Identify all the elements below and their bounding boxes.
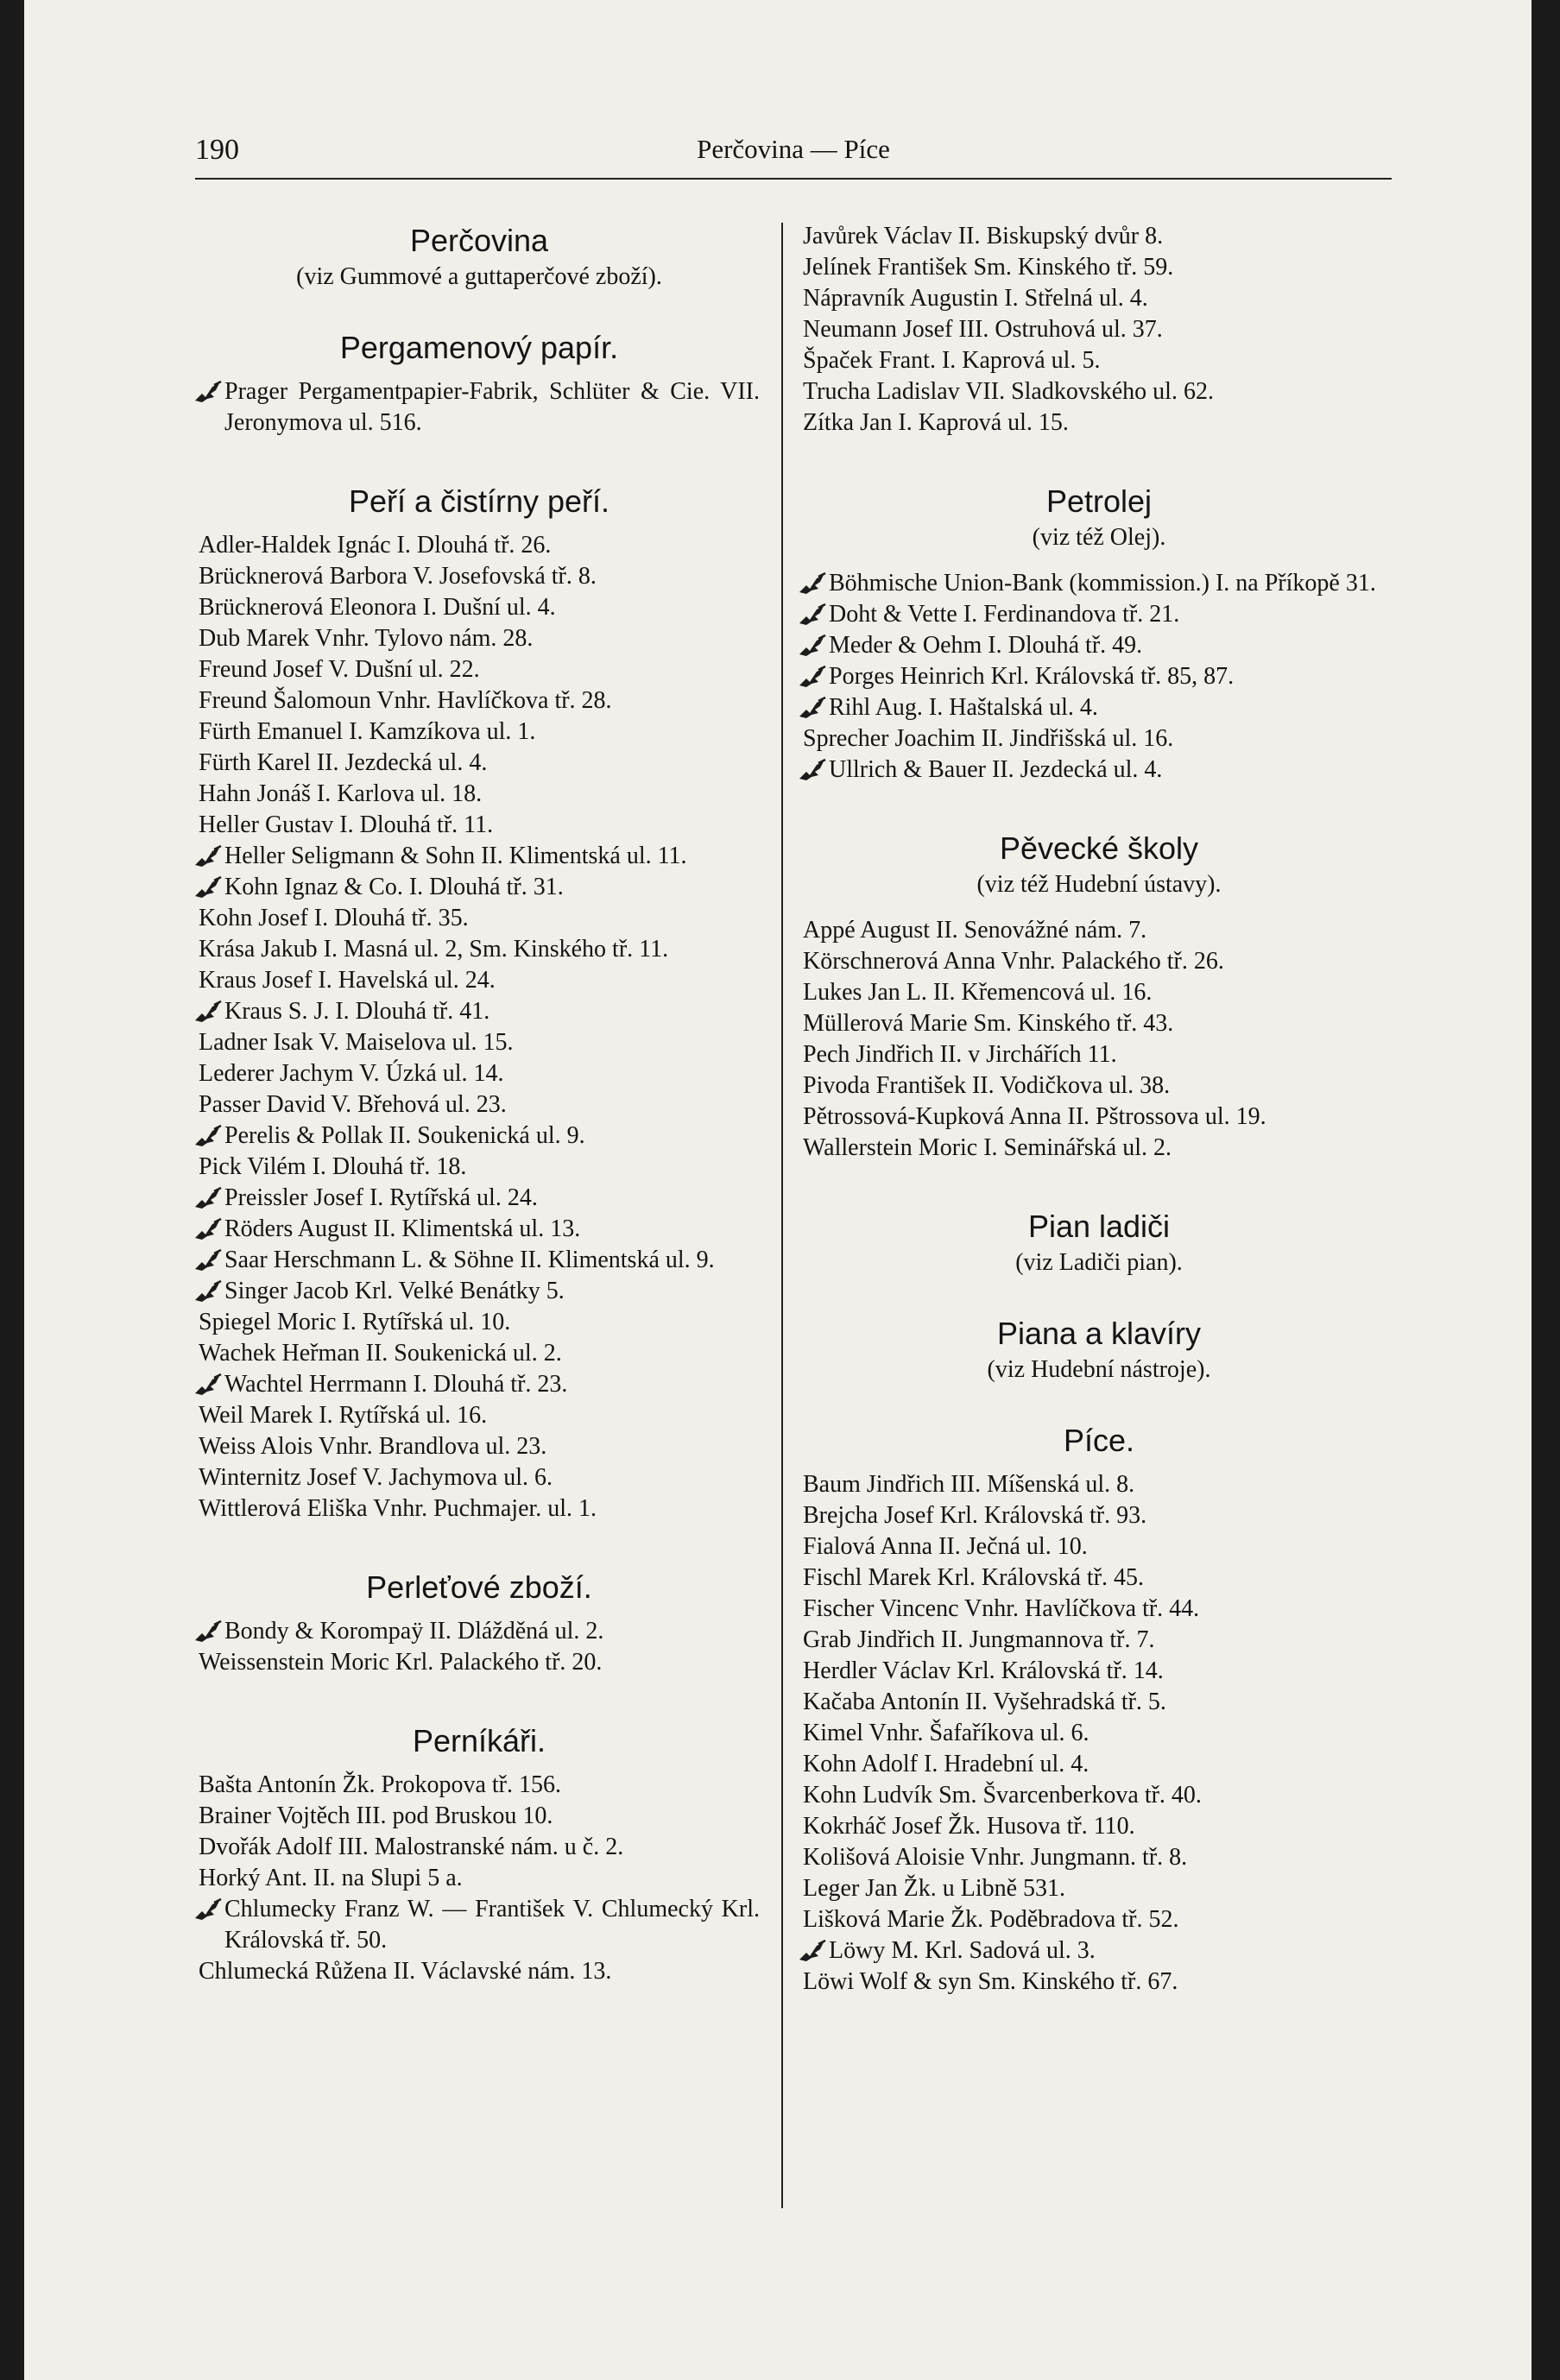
- entry-text: Doht & Vette I. Ferdinandova tř. 21.: [829, 601, 1180, 628]
- directory-entry: [199, 1770, 760, 1801]
- entry-text: Porges Heinrich Krl. Královská tř. 85, 87.: [829, 663, 1235, 690]
- entry-text: Hahn Jonáš I. Karlova ul. 18.: [199, 780, 483, 807]
- section: [803, 1314, 1395, 1386]
- entry-text: Kimel Vnhr. Šafaříkova ul. 6.: [803, 1720, 1089, 1746]
- entry-text: Röders August II. Klimentská ul. 13.: [224, 1215, 581, 1242]
- entry-text: Winternitz Josef V. Jachymova ul. 6.: [199, 1464, 553, 1491]
- directory-entry: [803, 692, 1395, 723]
- directory-entry: [199, 1276, 760, 1307]
- entry-text: Špaček Frant. I. Kaprová ul. 5.: [803, 347, 1101, 374]
- entry-text: Saar Herschmann L. & Söhne II. Klimentská ul. 9.: [224, 1247, 715, 1273]
- directory-entry: [803, 915, 1395, 946]
- directory-entry: [803, 1966, 1395, 1998]
- cross-reference-note: (viz též Olej).: [1032, 524, 1166, 551]
- directory-entry: [199, 561, 760, 592]
- directory-entry: [199, 1863, 760, 1894]
- directory-entry: [803, 1008, 1395, 1039]
- directory-entry: [803, 1904, 1395, 1935]
- directory-entry: [803, 1500, 1395, 1531]
- directory-entry: [199, 1214, 760, 1245]
- running-head: Perčovina — Píce: [697, 134, 890, 164]
- entry-text: Freund Josef V. Dušní ul. 22.: [199, 656, 480, 683]
- entry-text: Appé August II. Senovážné nám. 7.: [803, 917, 1147, 944]
- directory-entry: [199, 1616, 760, 1647]
- section: [199, 221, 760, 294]
- directory-entry: [199, 1956, 760, 1987]
- entry-text: Lišková Marie Žk. Poděbradova tř. 52.: [803, 1906, 1179, 1933]
- directory-entry: [803, 754, 1395, 786]
- entry-text: Krása Jakub I. Masná ul. 2, Sm. Kinského tř. 11.: [199, 936, 669, 963]
- directory-entry: [803, 314, 1395, 345]
- directory-entry: [199, 965, 760, 996]
- entry-text: Heller Seligmann & Sohn II. Klimentská ul. 11.: [224, 843, 687, 869]
- entry-text: Leger Jan Žk. u Libně 531.: [803, 1875, 1066, 1902]
- section-heading: Perčovina: [409, 223, 549, 258]
- entry-text: Kolišová Aloisie Vnhr. Jungmann. tř. 8.: [803, 1844, 1188, 1871]
- entry-text: Kraus Josef I. Havelská ul. 24.: [199, 967, 496, 994]
- directory-entry: [199, 1493, 760, 1525]
- directory-entry: [803, 1873, 1395, 1904]
- section: [199, 1568, 760, 1678]
- entry-text: Pech Jindřich II. v Jirchářích 11.: [803, 1041, 1117, 1068]
- directory-entry: [803, 1102, 1395, 1133]
- entry-text: Rihl Aug. I. Haštalská ul. 4.: [829, 694, 1098, 721]
- directory-entry: [199, 996, 760, 1027]
- section: [803, 221, 1395, 439]
- directory-entry: [199, 1183, 760, 1214]
- directory-entry: [803, 568, 1395, 599]
- entry-text: Adler-Haldek Ignác I. Dlouhá tř. 26.: [199, 532, 552, 559]
- entry-text: Kačaba Antonín II. Vyšehradská tř. 5.: [803, 1689, 1166, 1715]
- directory-entry: [199, 841, 760, 872]
- entry-text: Herdler Václav Krl. Královská tř. 14.: [803, 1657, 1164, 1684]
- section: [803, 482, 1395, 786]
- directory-entry: [199, 654, 760, 685]
- pointing-hand-icon: [193, 1186, 223, 1210]
- entry-text: Weiss Alois Vnhr. Brandlova ul. 23.: [199, 1433, 547, 1460]
- directory-entry: [803, 407, 1395, 439]
- pointing-hand-icon: [193, 1124, 223, 1148]
- directory-entry: [199, 1338, 760, 1369]
- header-rule: [195, 178, 1392, 180]
- section: [199, 482, 760, 1525]
- entry-text: Wallerstein Moric I. Seminářská ul. 2.: [803, 1134, 1172, 1161]
- section: [199, 1721, 760, 1987]
- entry-text: Chlumecká Růžena II. Václavské nám. 13.: [199, 1958, 612, 1985]
- directory-entry: [803, 345, 1395, 376]
- section-heading: Pergamenový papír.: [339, 330, 619, 365]
- entry-text: Neumann Josef III. Ostruhová ul. 37.: [803, 316, 1163, 343]
- right-column: [803, 221, 1395, 1998]
- section-heading: Piana a klavíry: [996, 1316, 1202, 1351]
- directory-entry: [199, 1307, 760, 1338]
- pointing-hand-icon: [193, 380, 223, 404]
- directory-entry: [803, 946, 1395, 977]
- directory-entry: [803, 1469, 1395, 1500]
- directory-entry: [199, 1027, 760, 1058]
- entry-text: Javůrek Václav II. Biskupský dvůr 8.: [803, 223, 1164, 249]
- left-column: [199, 221, 760, 1987]
- entry-text: Perelis & Pollak II. Soukenická ul. 9.: [224, 1122, 585, 1149]
- entry-text: Prager Pergamentpapier-Fabrik, Schlüter & Cie. VII. Jeronymova ul. 516.: [224, 378, 760, 436]
- entry-text: Fürth Karel II. Jezdecká ul. 4.: [199, 749, 488, 776]
- entry-text: Jelínek František Sm. Kinského tř. 59.: [803, 254, 1174, 281]
- entry-text: Fischer Vincenc Vnhr. Havlíčkova tř. 44.: [803, 1595, 1200, 1622]
- directory-entry: [803, 1935, 1395, 1966]
- entry-text: Bondy & Korompaÿ II. Dlážděná ul. 2.: [224, 1618, 604, 1645]
- entry-text: Wachek Heřman II. Soukenická ul. 2.: [199, 1340, 562, 1367]
- directory-entry: [803, 1780, 1395, 1811]
- entry-text: Fialová Anna II. Ječná ul. 10.: [803, 1533, 1088, 1560]
- entry-text: Fürth Emanuel I. Kamzíkova ul. 1.: [199, 718, 536, 745]
- directory-entry: [199, 623, 760, 654]
- directory-entry: [199, 1400, 760, 1431]
- entry-text: Passer David V. Břehová ul. 23.: [199, 1091, 507, 1118]
- directory-entry: [803, 1133, 1395, 1164]
- entry-text: Kohn Josef I. Dlouhá tř. 35.: [199, 905, 469, 931]
- entry-text: Ullrich & Bauer II. Jezdecká ul. 4.: [829, 756, 1163, 783]
- section: [803, 1207, 1395, 1279]
- entry-text: Weissenstein Moric Krl. Palackého tř. 20.: [199, 1649, 603, 1676]
- directory-entry: [199, 810, 760, 841]
- entry-text: Bašta Antonín Žk. Prokopova tř. 156.: [199, 1771, 561, 1798]
- section: [803, 1421, 1395, 1998]
- directory-entry: [803, 1842, 1395, 1873]
- pointing-hand-icon: [798, 1939, 827, 1963]
- cross-reference-note: (viz též Hudební ústavy).: [976, 871, 1222, 898]
- entry-text: Pivoda František II. Vodičkova ul. 38.: [803, 1072, 1171, 1099]
- directory-entry: [803, 1070, 1395, 1102]
- directory-entry: [199, 717, 760, 748]
- directory-entry: [199, 592, 760, 623]
- cross-reference-note: (viz Ladiči pian).: [1015, 1249, 1183, 1276]
- directory-entry: [803, 1687, 1395, 1718]
- entry-text: Müllerová Marie Sm. Kinského tř. 43.: [803, 1010, 1174, 1037]
- directory-entry: [803, 977, 1395, 1008]
- entry-text: Brejcha Josef Krl. Královská tř. 93.: [803, 1502, 1147, 1529]
- entry-text: Nápravník Augustin I. Střelná ul. 4.: [803, 285, 1148, 312]
- directory-entry: [199, 903, 760, 934]
- pointing-hand-icon: [193, 875, 223, 900]
- entry-text: Pětrossová-Kupková Anna II. Pštrossova ul. 19.: [803, 1103, 1266, 1130]
- directory-entry: [803, 376, 1395, 407]
- pointing-hand-icon: [798, 634, 827, 658]
- pointing-hand-icon: [193, 1217, 223, 1241]
- entry-text: Brücknerová Eleonora I. Dušní ul. 4.: [199, 594, 556, 621]
- pointing-hand-icon: [798, 603, 827, 627]
- section: [803, 829, 1395, 1164]
- directory-entry: [199, 1152, 760, 1183]
- entry-text: Fischl Marek Krl. Královská tř. 45.: [803, 1564, 1145, 1591]
- pointing-hand-icon: [193, 1373, 223, 1397]
- entry-text: Löwy M. Krl. Sadová ul. 3.: [829, 1937, 1096, 1964]
- directory-entry: [803, 1039, 1395, 1070]
- entry-text: Trucha Ladislav VII. Sladkovského ul. 62.: [803, 378, 1214, 405]
- entry-text: Singer Jacob Krl. Velké Benátky 5.: [224, 1278, 565, 1304]
- section-heading: Pian ladiči: [1027, 1209, 1171, 1244]
- pointing-hand-icon: [798, 665, 827, 689]
- directory-entry: [803, 221, 1395, 252]
- section-heading: Peří a čistírny peří.: [348, 483, 610, 519]
- entry-text: Grab Jindřich II. Jungmannova tř. 7.: [803, 1626, 1155, 1653]
- directory-entry: [199, 934, 760, 965]
- pointing-hand-icon: [193, 1897, 223, 1922]
- directory-entry: [803, 1749, 1395, 1780]
- directory-entry: [803, 252, 1395, 283]
- section-heading: Petrolej: [1045, 483, 1153, 519]
- directory-entry: [803, 1625, 1395, 1656]
- section: [199, 328, 760, 439]
- entry-text: Dub Marek Vnhr. Tylovo nám. 28.: [199, 625, 534, 652]
- directory-entry: [199, 1089, 760, 1121]
- entry-text: Preissler Josef I. Rytířská ul. 24.: [224, 1184, 538, 1211]
- directory-entry: [199, 748, 760, 779]
- entry-text: Löwi Wolf & syn Sm. Kinského tř. 67.: [803, 1968, 1178, 1995]
- directory-entry: [803, 1562, 1395, 1594]
- entry-text: Wittlerová Eliška Vnhr. Puchmajer. ul. 1.: [199, 1495, 597, 1522]
- directory-entry: [199, 530, 760, 561]
- pointing-hand-icon: [193, 1279, 223, 1304]
- directory-entry: [199, 1121, 760, 1152]
- entry-text: Meder & Oehm I. Dlouhá tř. 49.: [829, 632, 1143, 659]
- directory-entry: [199, 1058, 760, 1089]
- directory-entry: [199, 685, 760, 717]
- directory-entry: [199, 1647, 760, 1678]
- pointing-hand-icon: [798, 758, 827, 782]
- entry-text: Baum Jindřich III. Míšenská ul. 8.: [803, 1471, 1135, 1498]
- cross-reference-note: (viz Hudební nástroje).: [987, 1356, 1211, 1383]
- cross-reference-note: (viz Gummové a guttaperčové zboží).: [296, 263, 662, 290]
- section-heading: Perníkáři.: [412, 1723, 546, 1758]
- column-divider: [781, 223, 783, 2208]
- directory-entry: [803, 1594, 1395, 1625]
- pointing-hand-icon: [798, 696, 827, 720]
- entry-text: Kohn Adolf I. Hradební ul. 4.: [803, 1751, 1089, 1777]
- directory-entry: [803, 1718, 1395, 1749]
- directory-entry: [803, 1656, 1395, 1687]
- entry-text: Wachtel Herrmann I. Dlouhá tř. 23.: [224, 1371, 568, 1398]
- directory-entry: [199, 1894, 760, 1956]
- entry-text: Lederer Jachym V. Úzká ul. 14.: [199, 1060, 504, 1087]
- entry-text: Spiegel Moric I. Rytířská ul. 10.: [199, 1309, 511, 1335]
- entry-text: Ladner Isak V. Maiselova ul. 15.: [199, 1029, 514, 1056]
- directory-entry: [199, 1245, 760, 1276]
- entry-text: Sprecher Joachim II. Jindřišská ul. 16.: [803, 725, 1174, 752]
- entry-text: Freund Šalomoun Vnhr. Havlíčkova tř. 28.: [199, 687, 612, 714]
- entry-text: Heller Gustav I. Dlouhá tř. 11.: [199, 811, 494, 838]
- entry-text: Lukes Jan L. II. Křemencová ul. 16.: [803, 979, 1153, 1006]
- entry-text: Pick Vilém I. Dlouhá tř. 18.: [199, 1153, 467, 1180]
- entry-text: Weil Marek I. Rytířská ul. 16.: [199, 1402, 488, 1429]
- page-header: [195, 134, 1392, 177]
- directory-entry: [199, 779, 760, 810]
- directory-entry: [199, 1431, 760, 1462]
- directory-entry: [803, 1531, 1395, 1562]
- pointing-hand-icon: [193, 1248, 223, 1272]
- directory-entry: [803, 630, 1395, 661]
- directory-entry: [199, 1462, 760, 1493]
- entry-text: Brücknerová Barbora V. Josefovská tř. 8.: [199, 563, 597, 590]
- entry-text: Dvořák Adolf III. Malostranské nám. u č. 2.: [199, 1834, 624, 1860]
- section-heading: Píce.: [1063, 1423, 1135, 1458]
- entry-text: Zítka Jan I. Kaprová ul. 15.: [803, 409, 1069, 436]
- directory-entry: [199, 1832, 760, 1863]
- directory-entry: [803, 1811, 1395, 1842]
- entry-text: Körschnerová Anna Vnhr. Palackého tř. 26.: [803, 948, 1224, 975]
- section-heading: Perleťové zboží.: [366, 1569, 592, 1605]
- directory-entry: [803, 283, 1395, 314]
- directory-entry: [803, 723, 1395, 754]
- page-number: 190: [195, 134, 239, 166]
- entry-text: Brainer Vojtěch III. pod Bruskou 10.: [199, 1802, 553, 1829]
- directory-entry: [803, 599, 1395, 630]
- entry-text: Chlumecky Franz W. — František V. Chlumecký Krl. Královská tř. 50.: [224, 1896, 760, 1954]
- directory-page: [24, 0, 1532, 2380]
- directory-entry: [199, 1801, 760, 1832]
- entry-text: Kohn Ignaz & Co. I. Dlouhá tř. 31.: [224, 874, 564, 900]
- directory-entry: [803, 661, 1395, 692]
- entry-text: Kokrháč Josef Žk. Husova tř. 110.: [803, 1813, 1135, 1840]
- pointing-hand-icon: [193, 1000, 223, 1024]
- entry-text: Kohn Ludvík Sm. Švarcenberkova tř. 40.: [803, 1782, 1202, 1809]
- directory-entry: [199, 376, 760, 439]
- entry-text: Horký Ant. II. na Slupi 5 a.: [199, 1865, 463, 1891]
- entry-text: Böhmische Union-Bank (kommission.) I. na Příkopě 31.: [829, 570, 1376, 597]
- section-heading: Pěvecké školy: [999, 830, 1199, 866]
- pointing-hand-icon: [798, 571, 827, 596]
- pointing-hand-icon: [193, 844, 223, 868]
- directory-entry: [199, 872, 760, 903]
- directory-entry: [199, 1369, 760, 1400]
- pointing-hand-icon: [193, 1619, 223, 1644]
- entry-text: Kraus S. J. I. Dlouhá tř. 41.: [224, 998, 490, 1025]
